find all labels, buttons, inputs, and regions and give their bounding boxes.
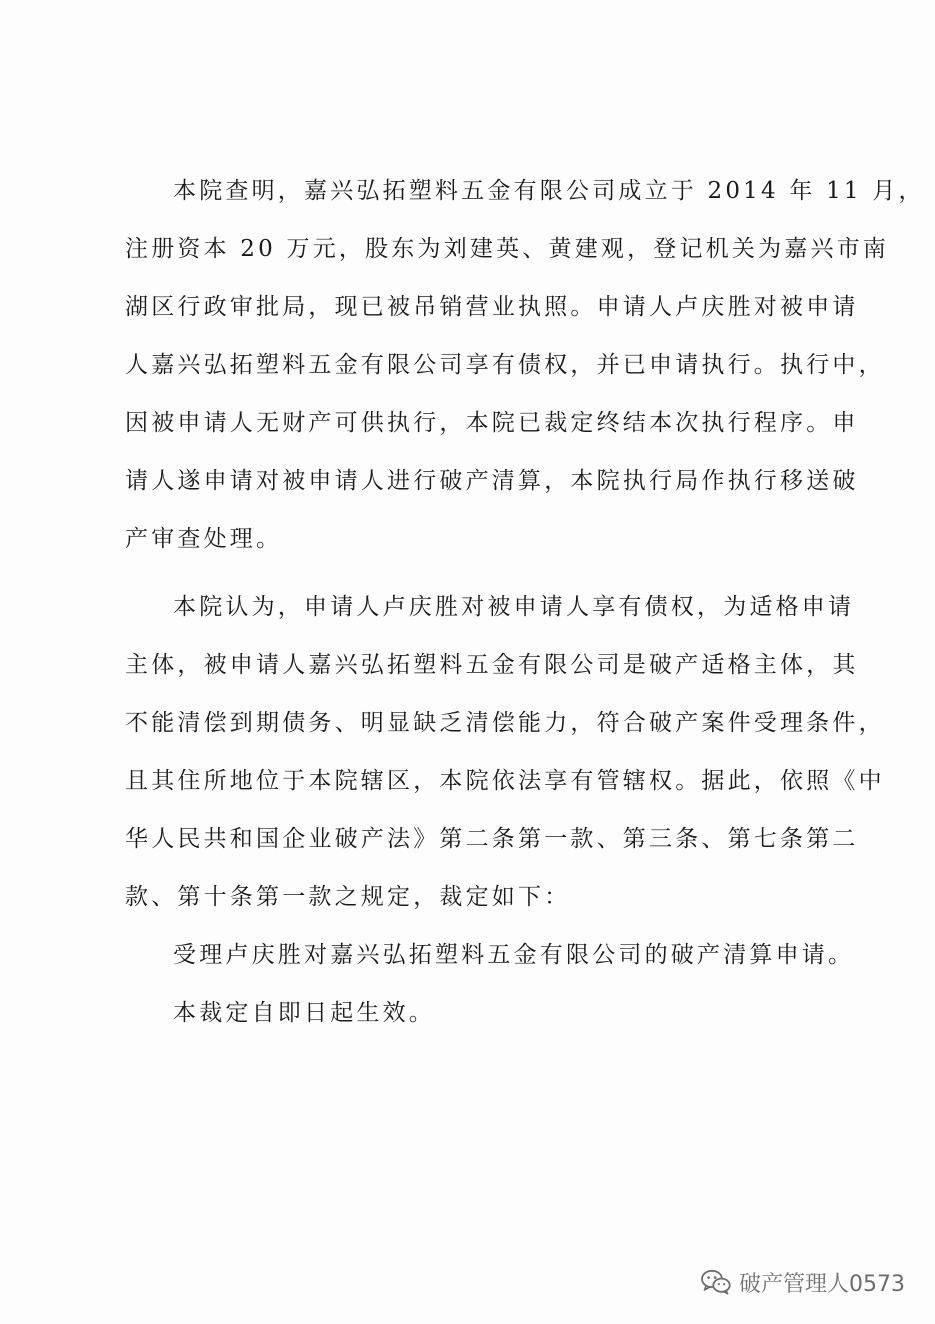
paragraph-line: 产审查处理。	[125, 526, 283, 552]
paragraph-line: 款、第十条第一款之规定，裁定如下：	[125, 884, 571, 910]
ruling-decision: 受理卢庆胜对嘉兴弘拓塑料五金有限公司的破产清算申请。	[173, 942, 855, 968]
wechat-icon	[701, 1269, 731, 1295]
paragraph-line: 注册资本 20 万元，股东为刘建英、黄建观，登记机关为嘉兴市南	[125, 236, 890, 262]
watermark-text: 破产管理人0573	[739, 1271, 905, 1297]
paragraph-line: 本院认为，申请人卢庆胜对被申请人享有债权，为适格申请	[173, 594, 855, 620]
paragraph-line: 华人民共和国企业破产法》第二条第一款、第三条、第七条第二	[125, 826, 859, 852]
source-watermark	[701, 1262, 905, 1302]
effective-statement: 本裁定自即日起生效。	[173, 1000, 435, 1026]
paragraph-line: 湖区行政审批局，现已被吊销营业执照。申请人卢庆胜对被申请	[125, 294, 859, 320]
paragraph-gap	[125, 568, 830, 578]
paragraph-line: 且其住所地位于本院辖区，本院依法享有管辖权。据此，依照《中	[125, 768, 885, 794]
paragraph-line: 请人遂申请对被申请人进行破产清算，本院执行局作执行移送破	[125, 468, 859, 494]
paragraph-line: 因被申请人无财产可供执行，本院已裁定终结本次执行程序。申	[125, 410, 859, 436]
paragraph-line: 人嘉兴弘拓塑料五金有限公司享有债权，并已申请执行。执行中，	[125, 352, 885, 378]
paragraph-line: 主体，被申请人嘉兴弘拓塑料五金有限公司是破产适格主体，其	[125, 652, 859, 678]
paragraph-line: 本院查明，嘉兴弘拓塑料五金有限公司成立于 2014 年 11 月，	[173, 178, 925, 204]
ruling-body	[125, 162, 925, 1042]
paragraph-line: 不能清偿到期债务、明显缺乏清偿能力，符合破产案件受理条件，	[125, 710, 885, 736]
